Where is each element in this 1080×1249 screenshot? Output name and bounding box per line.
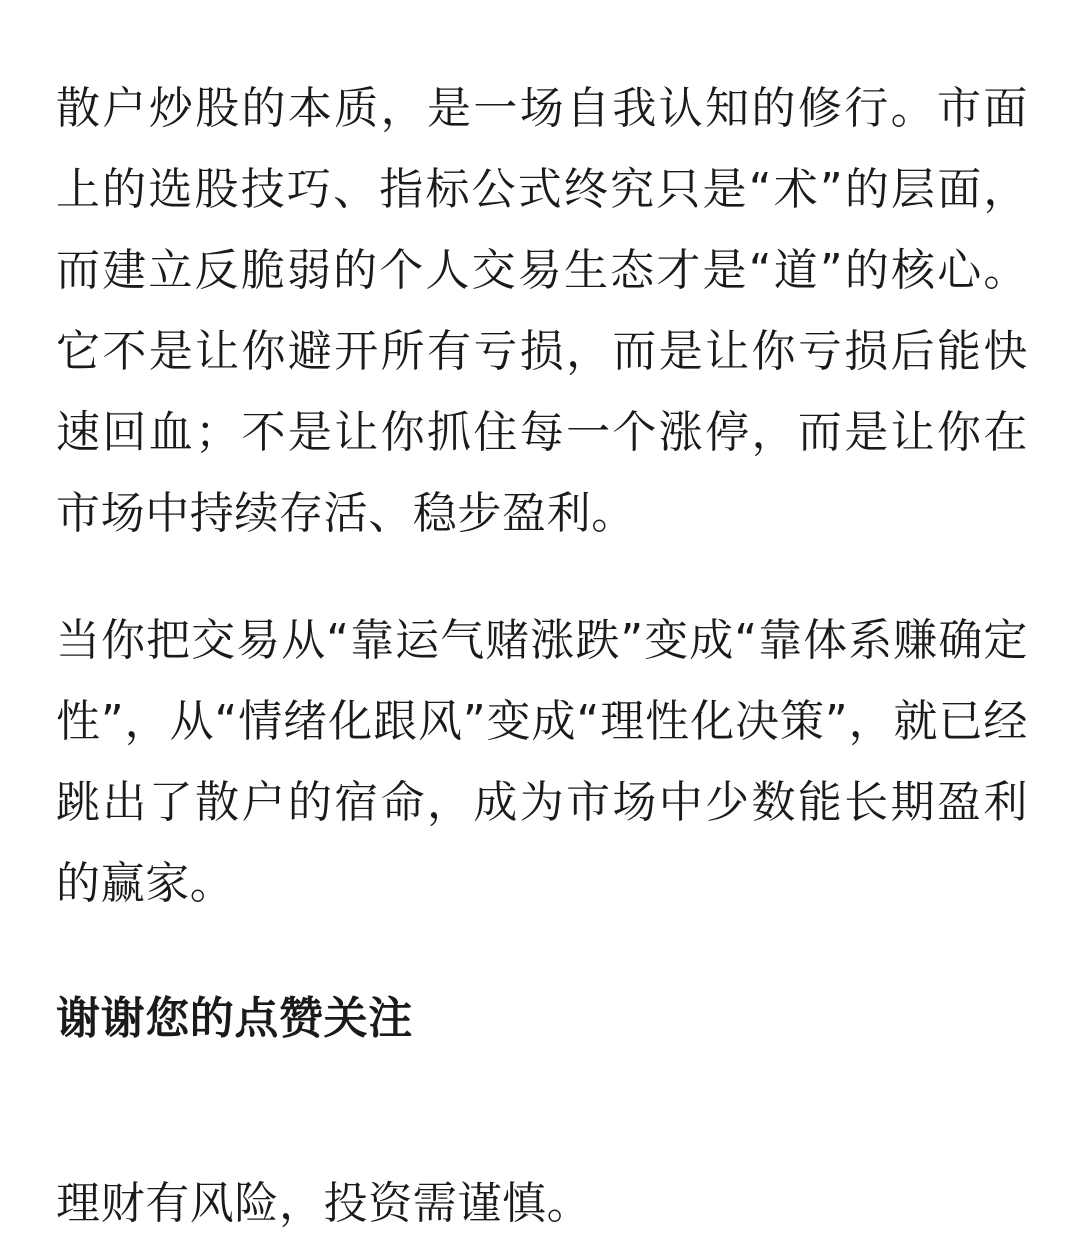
risk-disclaimer: 理财有风险，投资需谨慎。: [56, 1178, 592, 1229]
thanks-heading: 谢谢您的点赞关注: [56, 993, 413, 1044]
article-paragraph-1: 散户炒股的本质，是一场自我认知的修行。市面上的选股技巧、指标公式终究只是“术”的层面，而建立反脆弱的个人交易生态才是“道”的核心。它不是让你避开所有亏损，而是让你亏损后能快速回血；不是让你抓住每一个涨停，而是让你在市场中持续存活、稳步盈利。: [56, 83, 1028, 539]
article-paragraph-2: 当你把交易从“靠运气赌涨跌”变成“靠体系赚确定性”，从“情绪化跟风”变成“理性化决策”，就已经跳出了散户的宿命，成为市场中少数能长期盈利的赢家。: [56, 615, 1028, 909]
